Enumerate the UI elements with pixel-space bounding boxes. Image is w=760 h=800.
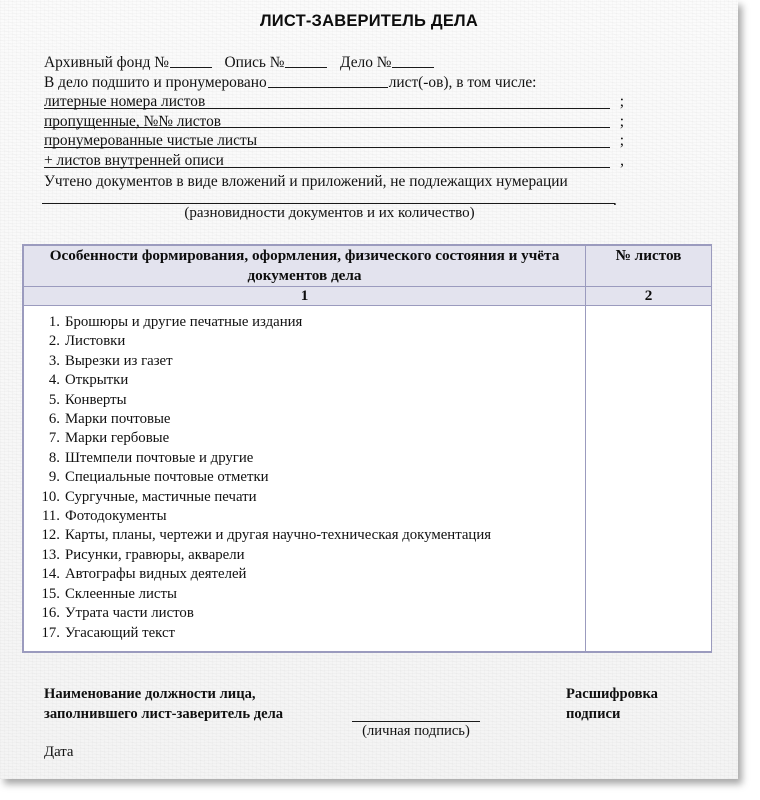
list-item-label: Марки почтовые <box>65 411 171 428</box>
list-item-label: Фотодокументы <box>65 508 167 525</box>
list-item-label: Сургучные, мастичные печати <box>65 488 257 505</box>
list-item <box>24 332 585 351</box>
date-label: Дата <box>44 744 74 760</box>
signature-decode-line1: Расшифровка <box>566 686 658 702</box>
column-header-features: Особенности формирования, оформления, физического состояния и учёта документов дела <box>24 246 586 287</box>
column-number-2: 2 <box>586 287 712 306</box>
list-item-index: 15. <box>41 585 60 602</box>
fund-inventory-case-line <box>44 53 624 73</box>
list-item-label: Открытки <box>65 372 129 389</box>
list-item-index: 1. <box>48 314 60 330</box>
list-item-label: Брошюры и другие печатные издания <box>65 314 303 330</box>
list-item-index: 12. <box>41 527 60 544</box>
list-item-index: 6. <box>48 411 60 428</box>
internal-inventory-sheets-row <box>44 151 624 171</box>
list-item <box>24 468 585 487</box>
table-header-row <box>24 246 712 287</box>
list-item-index: 11. <box>42 508 60 525</box>
sheets-filed-input[interactable] <box>268 74 388 88</box>
list-item-label: Автографы видных деятелей <box>65 566 247 583</box>
signature-decode-line2: подписи <box>566 705 621 722</box>
list-item-label: Угасающий текст <box>65 624 176 641</box>
attachments-caption: (разновидности документов и их количество) <box>184 205 475 221</box>
inventory-input[interactable] <box>285 54 327 68</box>
case-label: Дело № <box>340 54 392 71</box>
signature-input[interactable] <box>352 721 480 722</box>
signer-position-line2: заполнившего лист-заверитель дела <box>44 705 284 722</box>
missing-sheets-tail: ; <box>619 112 624 130</box>
archival-fund-label: Архивный фонд № <box>44 54 169 71</box>
intro-form-block <box>44 53 624 171</box>
list-item <box>24 391 585 410</box>
features-table <box>22 244 712 653</box>
list-item-index: 3. <box>48 352 60 369</box>
table-column-number-row <box>24 287 712 306</box>
list-item <box>24 624 585 643</box>
list-item-label: Специальные почтовые отметки <box>65 469 269 486</box>
list-item <box>24 526 585 545</box>
lettered-sheets-row <box>44 92 624 112</box>
sheet-number-cell[interactable] <box>586 306 712 652</box>
list-item-label: Конверты <box>65 391 127 408</box>
list-item <box>24 507 585 526</box>
missing-sheets-label: пропущенные, №№ листов <box>44 112 222 130</box>
list-item-label: Марки гербовые <box>65 430 170 447</box>
page-title: ЛИСТ-ЗАВЕРИТЕЛЬ ДЕЛА <box>260 12 478 30</box>
archival-fund-input[interactable] <box>170 54 212 68</box>
attachments-note: Учтено документов в виде вложений и приложений, не подлежащих нумерации <box>44 173 568 190</box>
list-item-label: Вырезки из газет <box>65 352 173 369</box>
list-item <box>24 565 585 584</box>
list-item-index: 16. <box>41 605 60 622</box>
signer-position-label <box>44 685 283 724</box>
list-item-index: 7. <box>48 430 60 447</box>
list-item-index: 9. <box>48 469 60 486</box>
sheet-count-line <box>44 73 624 93</box>
list-item-index: 13. <box>41 546 60 563</box>
lettered-sheets-tail: ; <box>619 93 624 111</box>
list-item <box>24 604 585 623</box>
inventory-label: Опись № <box>224 54 285 71</box>
signature-caption: (личная подпись) <box>362 723 470 739</box>
attachments-input[interactable] <box>42 203 615 204</box>
list-item <box>24 488 585 507</box>
list-item <box>24 410 585 429</box>
table-body-row <box>24 306 712 652</box>
internal-inventory-sheets-label: + листов внутренней описи <box>44 151 224 169</box>
features-list-cell <box>24 306 586 652</box>
blank-numbered-sheets-label: пронумерованные чистые листы <box>44 132 258 150</box>
case-input[interactable] <box>392 54 434 68</box>
list-item <box>24 546 585 565</box>
list-item-label: Рисунки, гравюры, акварели <box>65 546 245 563</box>
list-item-index: 4. <box>48 372 60 389</box>
sheets-filed-label: В дело подшито и пронумеровано <box>44 73 267 91</box>
blank-numbered-sheets-tail: ; <box>619 132 624 150</box>
attachments-note-tail: . <box>613 192 617 209</box>
list-item-index: 14. <box>41 566 60 583</box>
list-item-label: Склеенные листы <box>65 585 177 602</box>
list-item-index: 17. <box>41 624 60 641</box>
column-number-1: 1 <box>24 287 586 306</box>
lettered-sheets-label: литерные номера листов <box>44 93 206 111</box>
list-item-index: 10. <box>41 488 60 505</box>
list-item-index: 2. <box>48 333 60 350</box>
sheet-number-blank-area[interactable] <box>586 306 711 624</box>
features-list <box>24 306 585 651</box>
list-item <box>24 585 585 604</box>
sheets-filed-suffix: лист(-ов), в том числе: <box>388 73 537 91</box>
signer-position-line1: Наименование должности лица, <box>44 686 256 702</box>
list-item <box>24 449 585 468</box>
internal-inventory-sheets-tail: , <box>620 151 624 169</box>
list-item <box>24 352 585 371</box>
missing-sheets-row <box>44 112 624 132</box>
list-item-index: 5. <box>48 391 60 408</box>
column-header-sheet-number: № листов <box>586 246 712 287</box>
list-item <box>24 371 585 390</box>
list-item <box>24 429 585 448</box>
list-item-index: 8. <box>48 449 60 466</box>
list-item-label: Утрата части листов <box>65 605 194 622</box>
list-item-label: Карты, планы, чертежи и другая научно-техническая документация <box>65 527 492 544</box>
signature-decode-label <box>566 685 658 724</box>
list-item-label: Штемпели почтовые и другие <box>65 449 254 466</box>
list-item <box>24 313 585 332</box>
list-item-label: Листовки <box>65 333 126 350</box>
blank-numbered-sheets-row <box>44 131 624 151</box>
